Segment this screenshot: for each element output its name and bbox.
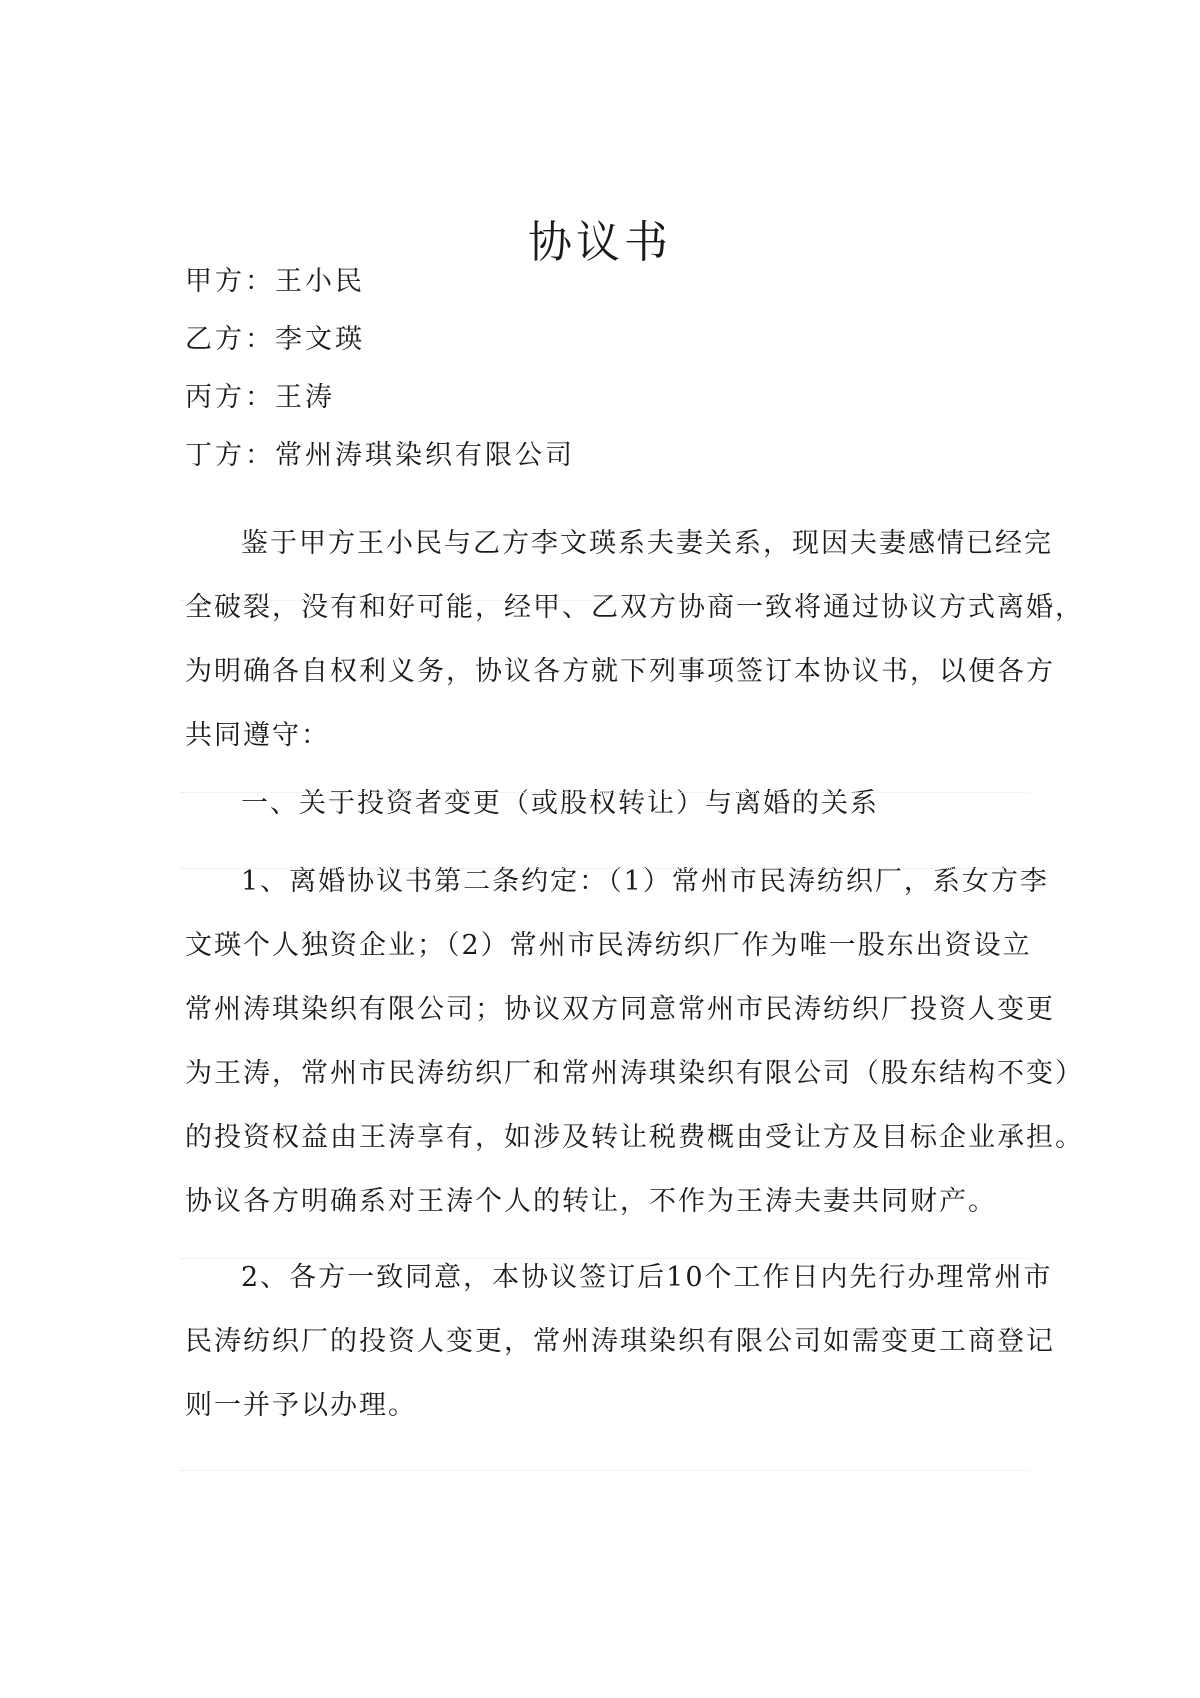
preamble-line: 为明确各自权利义务，协议各方就下列事项签订本协议书，以便各方 — [185, 656, 1055, 687]
clause-1-line: 文瑛个人独资企业；（2）常州市民涛纺织厂作为唯一股东出资设立 — [185, 930, 1032, 961]
party-c-name: 王涛 — [275, 382, 335, 413]
clause-2-line: 2、各方一致同意，本协议签订后10个工作日内先行办理常州市 — [241, 1262, 1053, 1293]
party-b-label: 乙方： — [185, 324, 275, 355]
party-b — [185, 320, 365, 360]
party-c-label: 丙方： — [185, 382, 275, 413]
party-b-name: 李文瑛 — [275, 324, 365, 355]
guide-line — [180, 868, 1028, 869]
party-d-name: 常州涛琪染织有限公司 — [275, 440, 575, 471]
guide-line — [180, 1470, 1028, 1471]
guide-line — [180, 792, 1028, 793]
party-c — [185, 378, 335, 418]
clause-1-line: 1、离婚协议书第二条约定：（1）常州市民涛纺织厂，系女方李 — [241, 866, 1049, 897]
clause-1-line: 的投资权益由王涛享有，如涉及转让税费概由受让方及目标企业承担。 — [185, 1122, 1084, 1153]
party-a-name: 王小民 — [275, 266, 365, 297]
clause-1-line: 为王涛，常州市民涛纺织厂和常州涛琪染织有限公司（股东结构不变） — [185, 1058, 1084, 1089]
section-heading-text: 一、关于投资者变更（或股权转让）与离婚的关系 — [241, 788, 879, 819]
clause-2-line: 则一并予以办理。 — [185, 1390, 417, 1421]
clause-1-line: 协议各方明确系对王涛个人的转让，不作为王涛夫妻共同财产。 — [185, 1186, 997, 1217]
guide-line — [180, 600, 1028, 601]
section-heading-1 — [185, 772, 1025, 836]
clause-2-line: 民涛纺织厂的投资人变更，常州涛琪染织有限公司如需变更工商登记 — [185, 1326, 1055, 1357]
party-a-label: 甲方： — [185, 266, 275, 297]
party-d-label: 丁方： — [185, 440, 275, 471]
guide-line — [180, 1258, 1028, 1259]
document-title: 协议书 — [528, 217, 672, 268]
preamble-line: 全破裂，没有和好可能，经甲、乙双方协商一致将通过协议方式离婚， — [185, 592, 1084, 623]
preamble-line: 鉴于甲方王小民与乙方李文瑛系夫妻关系，现因夫妻感情已经完 — [241, 528, 1053, 559]
clause-1-paragraph — [185, 850, 1084, 1234]
preamble-line: 共同遵守： — [185, 720, 330, 751]
preamble-paragraph — [185, 512, 1084, 768]
party-a — [185, 262, 365, 302]
clause-2-paragraph — [185, 1246, 1055, 1438]
party-d — [185, 436, 575, 476]
clause-1-line: 常州涛琪染织有限公司；协议双方同意常州市民涛纺织厂投资人变更 — [185, 994, 1055, 1025]
